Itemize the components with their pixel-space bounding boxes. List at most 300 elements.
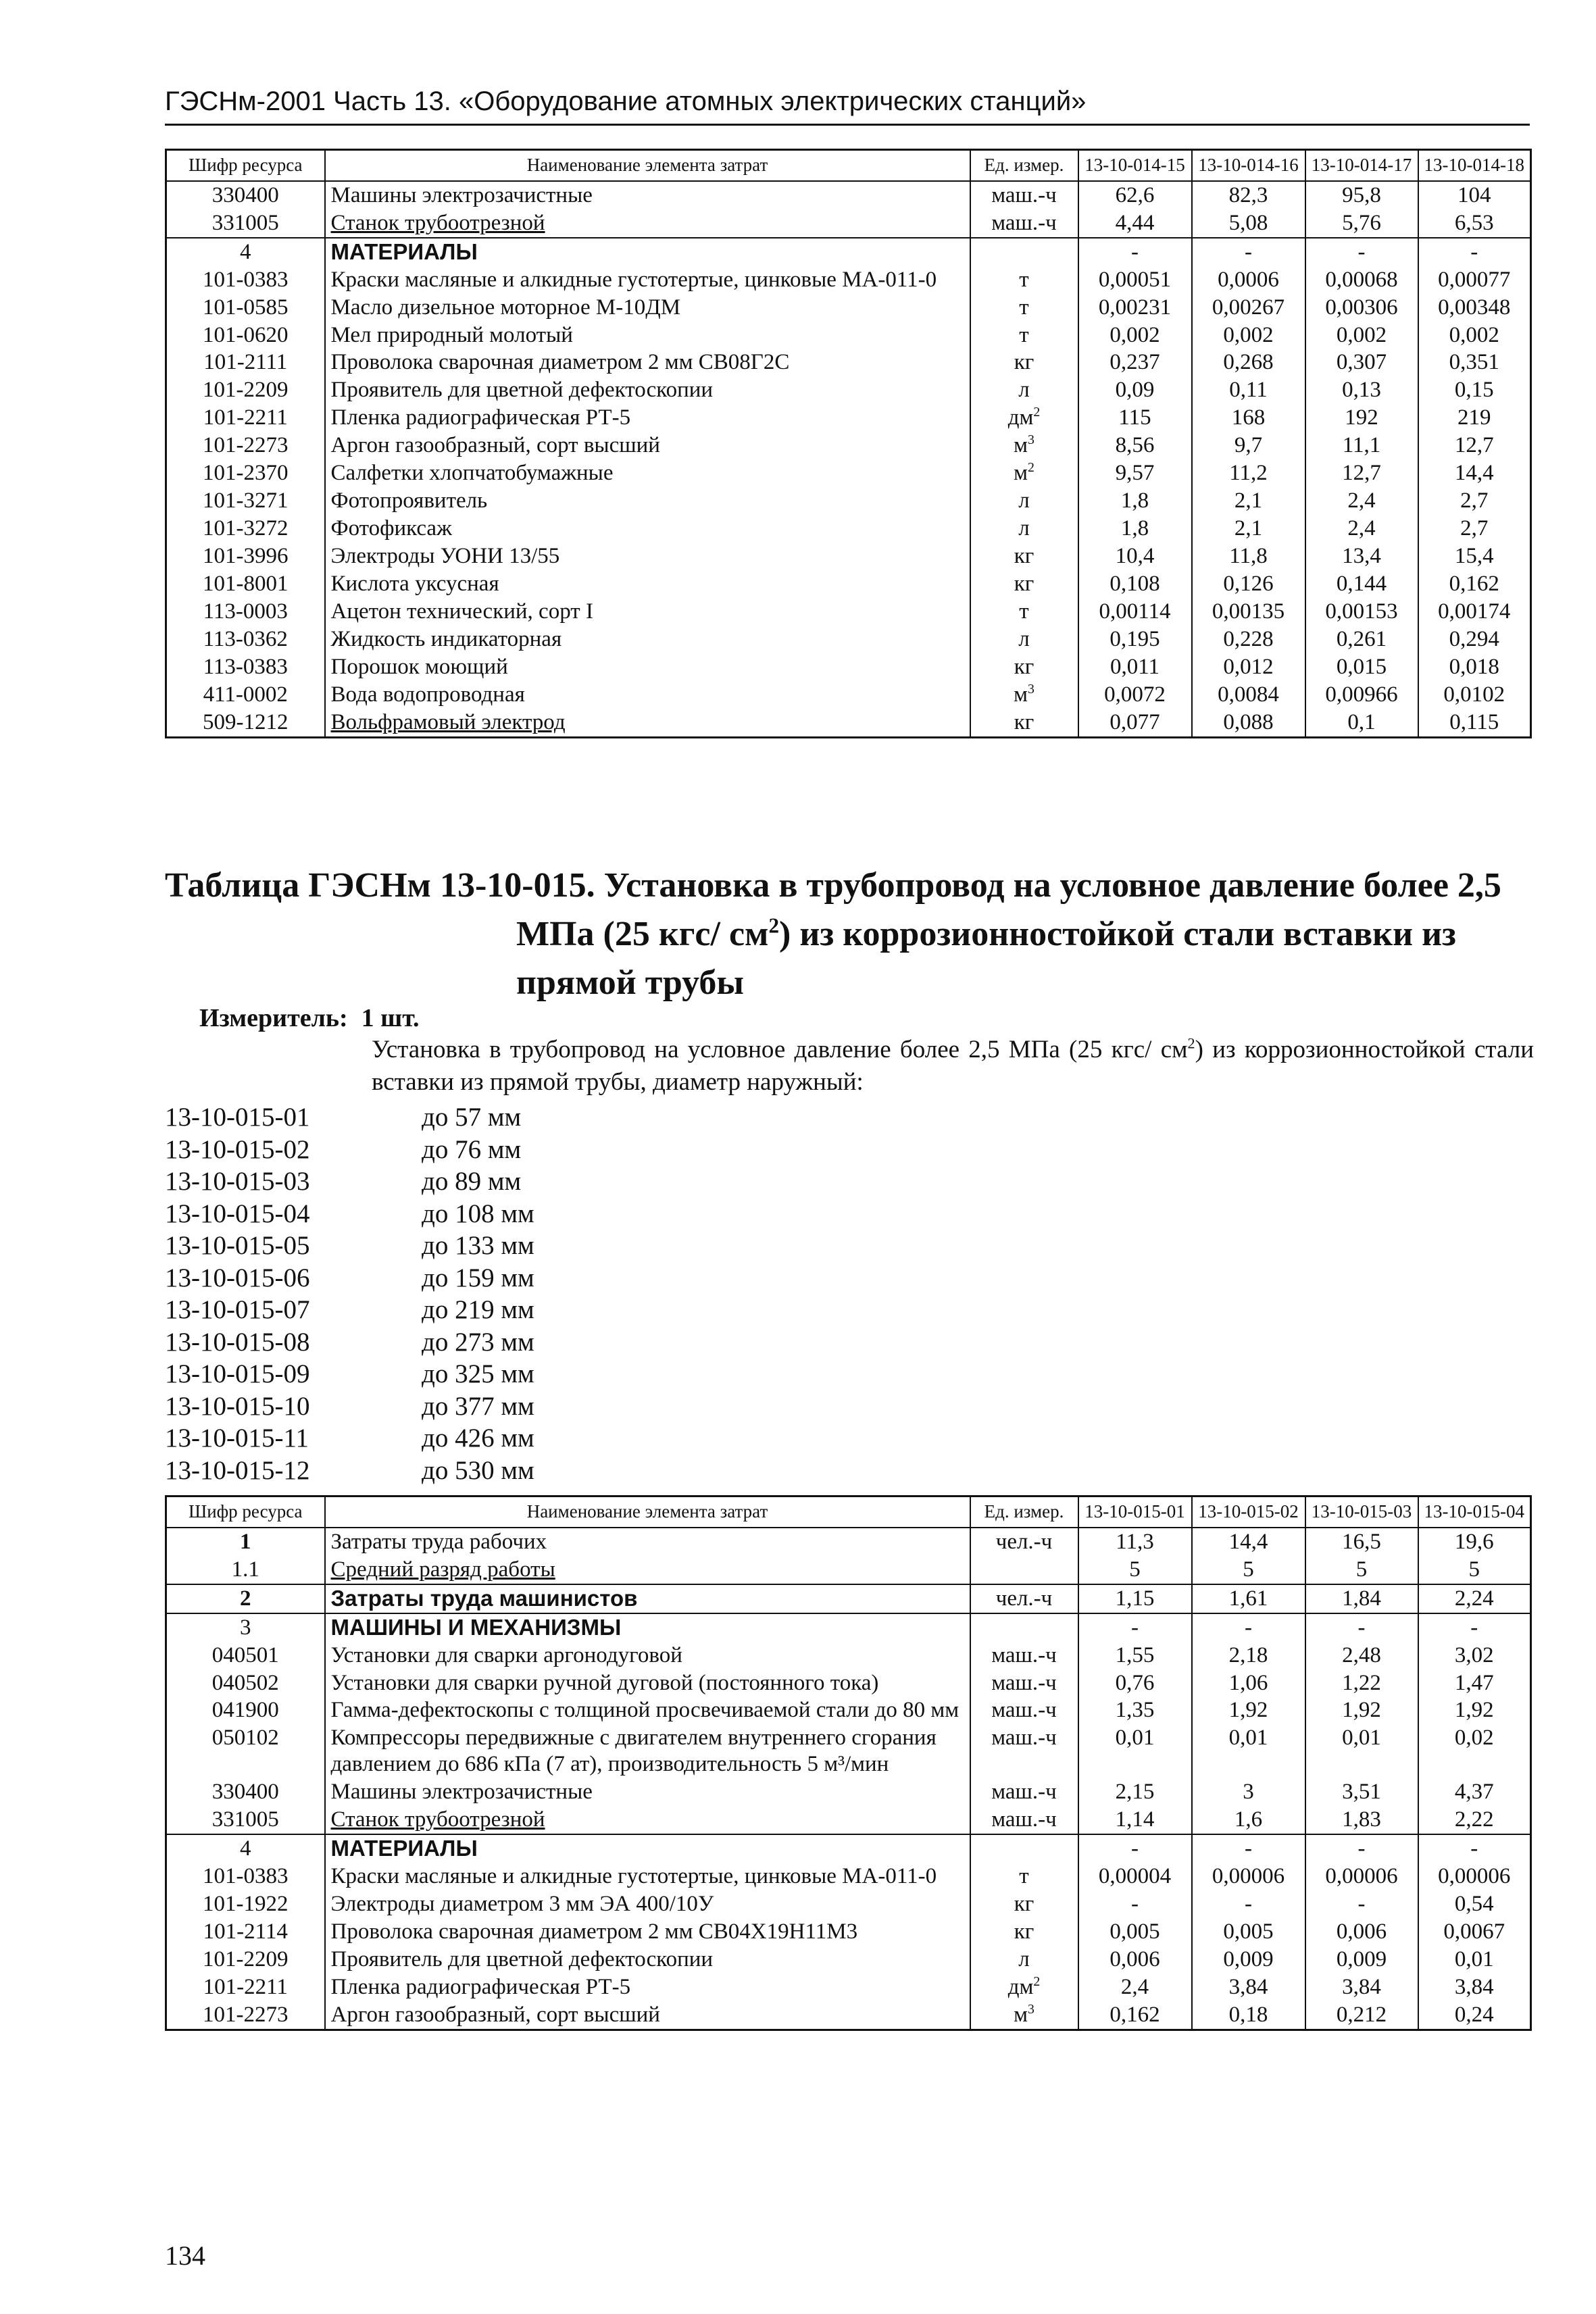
resource-name: [325, 1778, 970, 1806]
resource-code: 101-3271: [166, 487, 325, 515]
resource-name: [325, 459, 970, 487]
resource-value: 0,162: [1078, 2001, 1192, 2030]
resource-value: 1,15: [1078, 1584, 1192, 1613]
table-row: [166, 1556, 1531, 1584]
table-row: [166, 1890, 1531, 1918]
resource-code: 101-0585: [166, 294, 325, 322]
resource-table-2: [165, 1495, 1532, 2031]
resource-value: 4,44: [1078, 209, 1192, 238]
resource-value: 0,11: [1192, 376, 1305, 404]
resource-value: 3,02: [1418, 1642, 1531, 1669]
unit-superscript: 2: [1033, 1973, 1041, 1989]
resource-name-text: Вольфрамовый электрод: [330, 709, 566, 734]
resource-value: 2,18: [1192, 1642, 1305, 1669]
table-row: [166, 1918, 1531, 1946]
resource-code: 101-0620: [166, 322, 325, 349]
resource-value: 11,2: [1192, 459, 1305, 487]
resource-value: 0,00114: [1078, 598, 1192, 626]
unit-text: кг: [1014, 709, 1034, 734]
resource-value: 0,00135: [1192, 598, 1305, 626]
resource-name: [325, 1669, 970, 1697]
resource-value: -: [1418, 1834, 1531, 1863]
resource-name: [325, 709, 970, 737]
resource-name-text: Средний разряд работы: [330, 1557, 555, 1582]
resource-name: [325, 1863, 970, 1890]
resource-name-text: Краски масляные и алкидные густотертые, цинковые МА-011-0: [330, 267, 937, 292]
resource-unit: [970, 1724, 1078, 1778]
table-row: [166, 653, 1531, 681]
resource-name-text: Аргон газообразный, сорт высший: [330, 433, 660, 458]
table-row: [166, 294, 1531, 322]
resource-code: 101-2370: [166, 459, 325, 487]
table-row: [166, 709, 1531, 737]
resource-code: 101-0383: [166, 266, 325, 294]
resource-value: 0,00153: [1305, 598, 1418, 626]
unit-text: м: [1014, 433, 1028, 458]
resource-code: 101-2209: [166, 376, 325, 404]
resource-value: 1,84: [1305, 1584, 1418, 1613]
resource-value: 1,8: [1078, 515, 1192, 543]
resource-name: [325, 266, 970, 294]
resource-code: 113-0003: [166, 598, 325, 626]
resource-value: 4,37: [1418, 1778, 1531, 1806]
resource-unit: [970, 1669, 1078, 1697]
resource-value: 0,01: [1305, 1724, 1418, 1778]
table-row: [166, 1834, 1531, 1863]
unit-text: т: [1019, 267, 1029, 292]
resource-name: [325, 598, 970, 626]
resource-value: 0,01: [1418, 1946, 1531, 1973]
variant-code: 13-10-015-10: [165, 1391, 310, 1421]
resource-value: -: [1078, 1834, 1192, 1863]
table-row: [166, 1696, 1531, 1724]
resource-value: 0,005: [1078, 1918, 1192, 1946]
resource-code: 040502: [166, 1669, 325, 1697]
unit-text: т: [1019, 1864, 1029, 1889]
unit-text: м: [1014, 682, 1028, 707]
resource-name-text: Вода водопроводная: [330, 682, 525, 707]
description-text: Установка в трубопровод на условное давление более 2,5 МПа (25 кгс/ см: [372, 1036, 1188, 1063]
col-header-variant: 13-10-015-03: [1305, 1496, 1418, 1528]
resource-name: [325, 543, 970, 570]
resource-value: 10,4: [1078, 543, 1192, 570]
resource-value: 0,00004: [1078, 1863, 1192, 1890]
resource-value: 0,115: [1418, 709, 1531, 737]
resource-value: 0,13: [1305, 376, 1418, 404]
col-header-variant: 13-10-014-15: [1078, 150, 1192, 181]
table-row: [166, 598, 1531, 626]
unit-text: л: [1018, 1946, 1030, 1971]
resource-value: 9,57: [1078, 459, 1192, 487]
variant-item: [165, 1358, 534, 1390]
unit-text: м: [1014, 461, 1028, 486]
table-row: [166, 487, 1531, 515]
resource-value: -: [1078, 238, 1192, 266]
resource-name-text: Ацетон технический, сорт I: [330, 599, 593, 624]
variant-code: 13-10-015-06: [165, 1263, 310, 1292]
resource-value: 11,1: [1305, 432, 1418, 459]
table-row: [166, 376, 1531, 404]
col-header-variant: 13-10-015-02: [1192, 1496, 1305, 1528]
resource-value: 219: [1418, 404, 1531, 432]
resource-name-text: Проявитель для цветной дефектоскопии: [330, 1946, 714, 1971]
table-row: [166, 1584, 1531, 1613]
variant-diameter: до 108 мм: [422, 1199, 534, 1228]
table-row: [166, 1973, 1531, 2001]
unit-text: л: [1018, 488, 1030, 513]
resource-value: -: [1192, 238, 1305, 266]
resource-value: 1,35: [1078, 1696, 1192, 1724]
resource-unit: [970, 1863, 1078, 1890]
table-header-row: [166, 150, 1531, 181]
variant-diameter: до 325 мм: [422, 1359, 534, 1388]
resource-name: [325, 181, 970, 209]
variant-item: [165, 1262, 534, 1294]
unit-text: кг: [1014, 654, 1034, 679]
resource-value: 0,18: [1192, 2001, 1305, 2030]
resource-value: 12,7: [1418, 432, 1531, 459]
measurement-unit: [199, 1003, 420, 1033]
resource-value: 0,00077: [1418, 266, 1531, 294]
resource-code: 4: [166, 1834, 325, 1863]
table-row: [166, 515, 1531, 543]
unit-superscript: 3: [1028, 2001, 1034, 2017]
resource-name-text: МАШИНЫ И МЕХАНИЗМЫ: [330, 1614, 622, 1640]
variant-code: 13-10-015-01: [165, 1103, 310, 1132]
table-row: [166, 1528, 1531, 1556]
resource-code: 330400: [166, 1778, 325, 1806]
resource-value: 0,088: [1192, 709, 1305, 737]
table-row: [166, 432, 1531, 459]
table-row: [166, 1946, 1531, 1973]
col-header-code: Шифр ресурса: [166, 1496, 325, 1528]
resource-value: 1,55: [1078, 1642, 1192, 1669]
unit-text: маш.-ч: [991, 1698, 1057, 1723]
resource-code: 1: [166, 1528, 325, 1556]
resource-name-text: Машины электрозачистные: [330, 1780, 593, 1805]
resource-code: 041900: [166, 1696, 325, 1724]
resource-code: 1.1: [166, 1556, 325, 1584]
resource-value: -: [1418, 238, 1531, 266]
resource-value: 5: [1305, 1556, 1418, 1584]
col-header-variant: 13-10-014-17: [1305, 150, 1418, 181]
resource-value: 14,4: [1418, 459, 1531, 487]
table-row: [166, 1806, 1531, 1834]
resource-unit: [970, 266, 1078, 294]
resource-value: 0,00006: [1192, 1863, 1305, 1890]
variant-item: [165, 1165, 534, 1198]
caption-line-2: [165, 910, 1530, 959]
resource-value: 3,51: [1305, 1778, 1418, 1806]
resource-value: 6,53: [1418, 209, 1531, 238]
resource-value: 0,002: [1418, 322, 1531, 349]
variant-code: 13-10-015-03: [165, 1167, 310, 1196]
resource-code: 101-8001: [166, 570, 325, 598]
table-row: [166, 1613, 1531, 1642]
resource-value: 14,4: [1192, 1528, 1305, 1556]
resource-unit: [970, 238, 1078, 266]
resource-name-text: Масло дизельное моторное М-10ДМ: [330, 295, 681, 320]
resource-unit: [970, 598, 1078, 626]
unit-text: дм: [1007, 1974, 1034, 1999]
resource-value: 3,84: [1418, 1973, 1531, 2001]
resource-value: 5,08: [1192, 209, 1305, 238]
resource-code: 509-1212: [166, 709, 325, 737]
resource-value: 0,006: [1305, 1918, 1418, 1946]
resource-value: -: [1078, 1613, 1192, 1642]
caption-line-1: Таблица ГЭСНм 13-10-015. Установка в трубопровод на условное давление более 2,5: [165, 866, 1501, 905]
resource-code: 101-3272: [166, 515, 325, 543]
resource-name: [325, 1528, 970, 1556]
resource-value: 192: [1305, 404, 1418, 432]
resource-name-text: МАТЕРИАЛЫ: [330, 1836, 478, 1861]
resource-value: 0,01: [1078, 1724, 1192, 1778]
resource-value: 0,307: [1305, 349, 1418, 376]
resource-value: 0,00006: [1305, 1863, 1418, 1890]
resource-value: 16,5: [1305, 1528, 1418, 1556]
resource-unit: [970, 209, 1078, 238]
table-row: [166, 209, 1531, 238]
resource-unit: [970, 1584, 1078, 1613]
variant-code: 13-10-015-05: [165, 1231, 310, 1260]
meter-value: 1 шт.: [361, 1004, 420, 1032]
variant-code: 13-10-015-02: [165, 1134, 310, 1164]
resource-value: 168: [1192, 404, 1305, 432]
resource-unit: [970, 376, 1078, 404]
table-body: [166, 1528, 1531, 2030]
unit-text: кг: [1014, 1892, 1034, 1917]
resource-unit: [970, 404, 1078, 432]
table-row: [166, 626, 1531, 653]
unit-text: маш.-ч: [991, 1642, 1057, 1667]
resource-value: 82,3: [1192, 181, 1305, 209]
resource-value: 12,7: [1305, 459, 1418, 487]
table-row: [166, 1724, 1531, 1778]
variant-code: 13-10-015-12: [165, 1455, 310, 1485]
unit-superscript: 3: [1028, 681, 1034, 697]
variant-diameter: до 426 мм: [422, 1424, 534, 1453]
table-row: [166, 1669, 1531, 1697]
caption-superscript: 2: [768, 913, 780, 938]
table-caption: [165, 861, 1530, 1007]
resource-name: [325, 1613, 970, 1642]
resource-value: 1,06: [1192, 1669, 1305, 1697]
resource-value: 0,261: [1305, 626, 1418, 653]
resource-value: 0,108: [1078, 570, 1192, 598]
resource-name-text: Затраты труда рабочих: [330, 1529, 547, 1554]
variant-code: 13-10-015-09: [165, 1359, 310, 1388]
resource-name-text: Электроды диаметром 3 мм ЭА 400/10У: [330, 1892, 714, 1917]
variant-item: [165, 1326, 534, 1359]
resource-code: 101-2209: [166, 1946, 325, 1973]
unit-text: кг: [1014, 544, 1034, 569]
variant-code: 13-10-015-04: [165, 1199, 310, 1228]
resource-value: 0,00068: [1305, 266, 1418, 294]
resource-code: 101-1922: [166, 1890, 325, 1918]
resource-value: -: [1418, 1613, 1531, 1642]
resource-value: 1,83: [1305, 1806, 1418, 1834]
table-row: [166, 1863, 1531, 1890]
unit-text: м: [1014, 2002, 1028, 2027]
resource-code: 113-0383: [166, 653, 325, 681]
resource-value: 8,56: [1078, 432, 1192, 459]
table-header-row: [166, 1496, 1531, 1528]
resource-code: 101-2211: [166, 404, 325, 432]
variant-item: [165, 1294, 534, 1326]
table-row: [166, 543, 1531, 570]
resource-value: 13,4: [1305, 543, 1418, 570]
resource-value: 1,47: [1418, 1669, 1531, 1697]
resource-value: 95,8: [1305, 181, 1418, 209]
resource-name: [325, 1696, 970, 1724]
resource-value: 0,00231: [1078, 294, 1192, 322]
resource-name: [325, 376, 970, 404]
resource-value: 104: [1418, 181, 1531, 209]
resource-code: 101-2211: [166, 1973, 325, 2001]
resource-code: 4: [166, 238, 325, 266]
resource-code: 331005: [166, 209, 325, 238]
resource-value: 1,61: [1192, 1584, 1305, 1613]
resource-value: 1,14: [1078, 1806, 1192, 1834]
resource-value: 2,1: [1192, 487, 1305, 515]
unit-superscript: 3: [1028, 432, 1034, 448]
resource-name-text: Краски масляные и алкидные густотертые, цинковые МА-011-0: [330, 1864, 937, 1889]
resource-name-text: Машины электрозачистные: [330, 182, 593, 207]
resource-name-text: Затраты труда машинистов: [330, 1585, 638, 1611]
col-header-variant: 13-10-015-04: [1418, 1496, 1531, 1528]
table-row: [166, 2001, 1531, 2030]
resource-unit: [970, 2001, 1078, 2030]
unit-text: маш.-ч: [991, 182, 1057, 207]
resource-name: [325, 1890, 970, 1918]
col-header-variant: 13-10-015-01: [1078, 1496, 1192, 1528]
resource-name: [325, 1973, 970, 2001]
resource-name: [325, 1946, 970, 1973]
resource-unit: [970, 1946, 1078, 1973]
resource-value: 0,268: [1192, 349, 1305, 376]
unit-text: л: [1018, 516, 1030, 541]
resource-value: -: [1192, 1834, 1305, 1863]
resource-value: 1,8: [1078, 487, 1192, 515]
unit-text: кг: [1014, 571, 1034, 596]
resource-unit: [970, 1806, 1078, 1834]
work-description: [372, 1034, 1534, 1099]
resource-name: [325, 1724, 970, 1778]
resource-name-text: Проволока сварочная диаметром 2 мм СВ08Г2С: [330, 350, 790, 375]
resource-value: 0,195: [1078, 626, 1192, 653]
resource-name: [325, 653, 970, 681]
resource-value: 5: [1192, 1556, 1305, 1584]
resource-name: [325, 2001, 970, 2030]
resource-value: 0,09: [1078, 376, 1192, 404]
table-row: [166, 1778, 1531, 1806]
page-number: 134: [165, 2240, 205, 2271]
resource-value: 0,01: [1192, 1724, 1305, 1778]
resource-value: 2,7: [1418, 515, 1531, 543]
resource-value: 0,006: [1078, 1946, 1192, 1973]
table-row: [166, 681, 1531, 709]
variant-diameter: до 133 мм: [422, 1231, 534, 1260]
variant-item: [165, 1101, 534, 1134]
page-header: ГЭСНм-2001 Часть 13. «Оборудование атомных электрических станций»: [165, 86, 1530, 126]
resource-value: -: [1192, 1613, 1305, 1642]
resource-value: 5: [1418, 1556, 1531, 1584]
variant-item: [165, 1230, 534, 1262]
table-row: [166, 1642, 1531, 1669]
variant-diameter: до 89 мм: [422, 1167, 522, 1196]
resource-name-text: Салфетки хлопчатобумажные: [330, 461, 614, 486]
resource-name: [325, 515, 970, 543]
unit-text: маш.-ч: [991, 1726, 1057, 1751]
meter-label: Измеритель:: [199, 1004, 348, 1032]
variant-item: [165, 1198, 534, 1230]
variant-code: 13-10-015-07: [165, 1295, 310, 1324]
resource-name-text: Фотофиксаж: [330, 516, 452, 541]
resource-name: [325, 681, 970, 709]
resource-value: 0,76: [1078, 1669, 1192, 1697]
resource-value: 0,012: [1192, 653, 1305, 681]
resource-value: 1,92: [1418, 1696, 1531, 1724]
resource-code: 040501: [166, 1642, 325, 1669]
resource-value: 2,4: [1078, 1973, 1192, 2001]
resource-value: 62,6: [1078, 181, 1192, 209]
resource-value: 5: [1078, 1556, 1192, 1584]
unit-superscript: 2: [1028, 460, 1034, 476]
resource-value: 1,92: [1192, 1696, 1305, 1724]
resource-value: 15,4: [1418, 543, 1531, 570]
resource-name-text: МАТЕРИАЛЫ: [330, 238, 478, 264]
variant-diameter: до 76 мм: [422, 1134, 522, 1164]
resource-unit: [970, 1834, 1078, 1863]
resource-code: 101-0383: [166, 1863, 325, 1890]
resource-value: 2,15: [1078, 1778, 1192, 1806]
resource-unit: [970, 709, 1078, 737]
col-header-code: Шифр ресурса: [166, 150, 325, 181]
table-row: [166, 570, 1531, 598]
resource-name: [325, 432, 970, 459]
resource-value: 0,00174: [1418, 598, 1531, 626]
resource-name: [325, 1918, 970, 1946]
col-header-name: Наименование элемента затрат: [325, 150, 970, 181]
resource-value: 2,7: [1418, 487, 1531, 515]
col-header-unit: Ед. измер.: [970, 150, 1078, 181]
resource-unit: [970, 459, 1078, 487]
resource-name-text: Фотопроявитель: [330, 488, 488, 513]
resource-value: 0,011: [1078, 653, 1192, 681]
resource-unit: [970, 543, 1078, 570]
resource-name-text: Порошок моющий: [330, 654, 508, 679]
col-header-variant: 13-10-014-16: [1192, 150, 1305, 181]
resource-value: 0,126: [1192, 570, 1305, 598]
resource-value: -: [1078, 1890, 1192, 1918]
variant-diameter: до 159 мм: [422, 1263, 534, 1292]
resource-value: 2,1: [1192, 515, 1305, 543]
unit-text: кг: [1014, 1919, 1034, 1944]
resource-value: 0,018: [1418, 653, 1531, 681]
resource-value: 1,92: [1305, 1696, 1418, 1724]
resource-value: 0,294: [1418, 626, 1531, 653]
resource-unit: [970, 322, 1078, 349]
resource-value: 11,8: [1192, 543, 1305, 570]
resource-name: [325, 487, 970, 515]
resource-unit: [970, 1973, 1078, 2001]
resource-value: 0,24: [1418, 2001, 1531, 2030]
resource-value: 0,237: [1078, 349, 1192, 376]
resource-name-text: Станок трубоотрезной: [330, 1807, 545, 1832]
variant-code: 13-10-015-08: [165, 1327, 310, 1357]
unit-text: маш.-ч: [991, 1807, 1057, 1832]
resource-unit: [970, 626, 1078, 653]
